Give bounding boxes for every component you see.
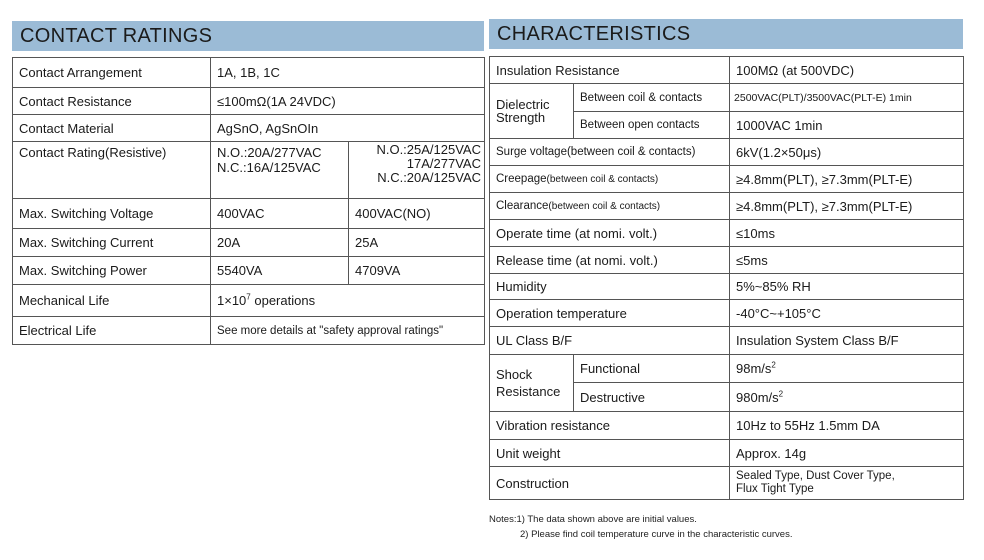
row-label: Release time (at nomi. volt.) <box>490 247 730 274</box>
row-label: Construction <box>490 467 730 500</box>
row-value <box>211 285 485 317</box>
table-row <box>490 220 964 247</box>
row-label: Operate time (at nomi. volt.) <box>490 220 730 247</box>
row-sublabel: Destructive <box>574 383 730 412</box>
construction-line1: Sealed Type, Dust Cover Type, <box>736 470 895 482</box>
row-value: ≥4.8mm(PLT), ≥7.3mm(PLT-E) <box>730 166 964 193</box>
table-row <box>13 58 485 88</box>
row-label <box>490 355 574 412</box>
table-row <box>490 355 964 383</box>
row-value: Insulation System Class B/F <box>730 327 964 355</box>
row-sublabel: Between open contacts <box>574 112 730 139</box>
row-label: Insulation Resistance <box>490 57 730 84</box>
rating-col1-line2: N.C.:16A/125VAC <box>217 160 321 175</box>
row-label: Max. Switching Power <box>13 257 211 285</box>
creepage-label: Creepage <box>496 173 547 185</box>
rating-col2 <box>349 142 485 199</box>
table-row <box>490 274 964 300</box>
table-row <box>13 142 485 199</box>
notes <box>489 512 792 542</box>
row-value: ≤100mΩ(1A 24VDC) <box>211 88 485 115</box>
note-line1: Notes:1) The data shown above are initial values. <box>489 514 697 525</box>
characteristics-title: CHARACTERISTICS <box>497 23 691 45</box>
table-row <box>490 247 964 274</box>
row-label: Operation temperature <box>490 300 730 327</box>
row-label: Contact Material <box>13 115 211 142</box>
row-value: Approx. 14g <box>730 440 964 467</box>
row-label: UL Class B/F <box>490 327 730 355</box>
table-row <box>13 115 485 142</box>
row-value: 100MΩ (at 500VDC) <box>730 57 964 84</box>
table-row <box>490 57 964 84</box>
row-value: AgSnO, AgSnOIn <box>211 115 485 142</box>
row-value: 2500VAC(PLT)/3500VAC(PLT-E) 1min <box>730 84 964 112</box>
row-value: ≥4.8mm(PLT), ≥7.3mm(PLT-E) <box>730 193 964 220</box>
row-value: 1A, 1B, 1C <box>211 58 485 88</box>
table-row <box>490 139 964 166</box>
clearance-sublabel: (between coil & contacts) <box>548 201 661 212</box>
row-value: ≤10ms <box>730 220 964 247</box>
table-row <box>13 88 485 115</box>
row-value: ≤5ms <box>730 247 964 274</box>
row-value: 4709VA <box>349 257 485 285</box>
row-label: Contact Arrangement <box>13 58 211 88</box>
contact-ratings-table <box>12 57 485 345</box>
table-row <box>490 467 964 500</box>
mechanical-base: 1×10 <box>217 293 247 308</box>
row-label: Unit weight <box>490 440 730 467</box>
table-row <box>490 166 964 193</box>
table-row <box>13 199 485 229</box>
table-row <box>490 84 964 112</box>
construction-line2: Flux Tight Type <box>736 483 814 495</box>
row-label <box>490 166 730 193</box>
table-row <box>490 193 964 220</box>
dielectric-label-line2: Strength <box>496 110 546 125</box>
functional-value: 98m/s <box>736 361 772 376</box>
table-row <box>13 317 485 345</box>
row-value <box>730 355 964 383</box>
characteristics-header <box>489 19 963 49</box>
row-value: See more details at "safety approval ratings" <box>211 317 485 345</box>
table-row <box>13 229 485 257</box>
mechanical-exponent: 7 <box>246 292 251 302</box>
row-value: 400VAC(NO) <box>349 199 485 229</box>
shock-label-line1: Shock <box>496 367 533 382</box>
shock-label-line2: Resistance <box>496 384 561 399</box>
row-label: Humidity <box>490 274 730 300</box>
note-line2: 2) Please find coil temperature curve in the characteristic curves. <box>520 529 793 540</box>
row-value: 25A <box>349 229 485 257</box>
row-label <box>490 193 730 220</box>
row-value: -40°C~+105°C <box>730 300 964 327</box>
row-sublabel: Functional <box>574 355 730 383</box>
rating-col2-line3: N.C.:20A/125VAC <box>377 170 481 185</box>
row-value: 20A <box>211 229 349 257</box>
row-label: Contact Resistance <box>13 88 211 115</box>
row-sublabel: Between coil & contacts <box>574 84 730 112</box>
row-value: 6kV(1.2×50μs) <box>730 139 964 166</box>
table-row <box>490 300 964 327</box>
contact-ratings-title: CONTACT RATINGS <box>20 25 213 47</box>
characteristics-table <box>489 56 964 500</box>
row-value: 1000VAC 1min <box>730 112 964 139</box>
destructive-value: 980m/s <box>736 389 779 405</box>
rating-col1 <box>211 142 349 199</box>
row-value: 5%~85% RH <box>730 274 964 300</box>
row-label <box>490 84 574 139</box>
row-label: Max. Switching Voltage <box>13 199 211 229</box>
rating-col2-line1: N.O.:25A/125VAC <box>376 142 481 157</box>
row-value <box>730 383 964 412</box>
row-value <box>730 467 964 500</box>
row-label: Surge voltage(between coil & contacts) <box>490 139 730 166</box>
dielectric-label-line1: Dielectric <box>496 97 550 112</box>
table-row <box>13 257 485 285</box>
rating-col1-line1: N.O.:20A/277VAC <box>217 145 322 160</box>
table-row <box>490 412 964 440</box>
table-row <box>490 327 964 355</box>
mechanical-suffix: operations <box>250 293 316 308</box>
table-row <box>13 285 485 317</box>
row-value: 5540VA <box>211 257 349 285</box>
contact-ratings-header <box>12 21 484 51</box>
row-label: Contact Rating(Resistive) <box>13 142 211 199</box>
row-label: Mechanical Life <box>13 285 211 317</box>
destructive-unit-exp: 2 <box>778 389 784 399</box>
row-value: 400VAC <box>211 199 349 229</box>
row-label: Vibration resistance <box>490 412 730 440</box>
clearance-label: Clearance <box>496 200 549 212</box>
functional-unit-exp: 2 <box>771 360 776 370</box>
row-label: Electrical Life <box>13 317 211 345</box>
row-label: Max. Switching Current <box>13 229 211 257</box>
creepage-sublabel: (between coil & contacts) <box>546 174 659 185</box>
rating-col2-line2: 17A/277VAC <box>406 156 481 171</box>
row-value: 10Hz to 55Hz 1.5mm DA <box>730 412 964 440</box>
table-row <box>490 440 964 467</box>
